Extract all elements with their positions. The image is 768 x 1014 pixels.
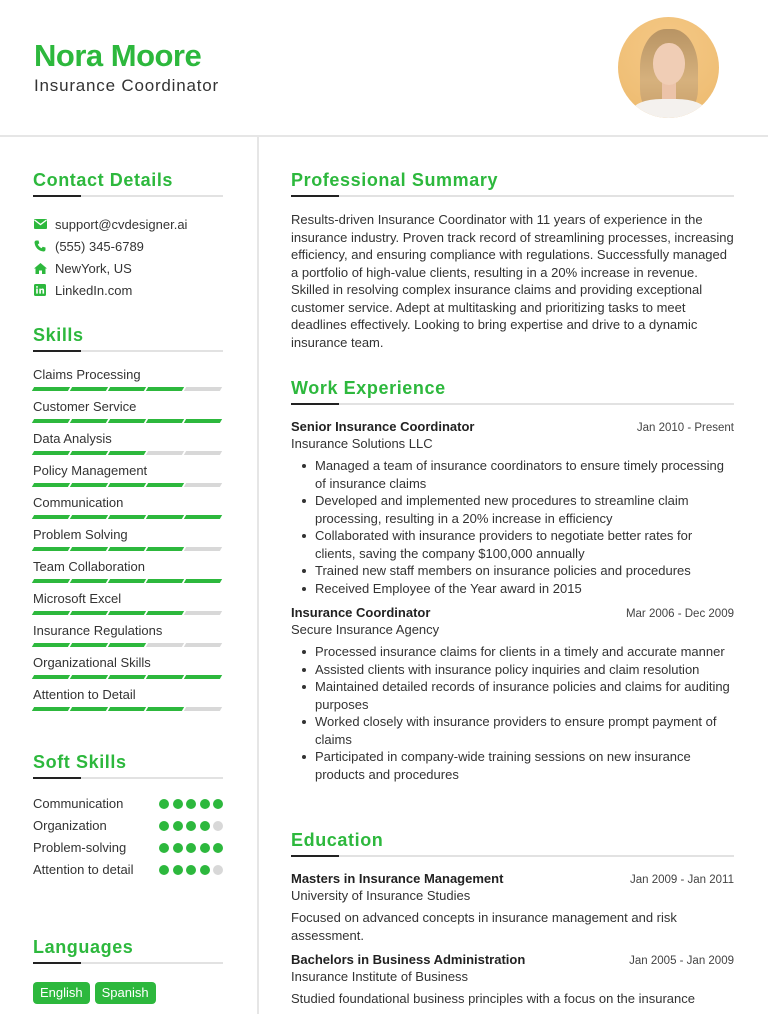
education-entry — [291, 871, 734, 944]
skill-level-bar — [33, 451, 223, 455]
soft-skills-section — [33, 752, 223, 883]
skill-segment-filled — [108, 483, 146, 487]
skill-label: Attention to Detail — [33, 687, 136, 702]
skill-segment-filled — [146, 419, 184, 423]
rating-dot-filled — [173, 865, 183, 875]
profile-photo — [618, 17, 719, 118]
skill-segment-filled — [108, 515, 146, 519]
skill-segment-filled — [108, 643, 146, 647]
job-bullet: Worked closely with insurance providers to ensure prompt payment of claims — [291, 713, 734, 748]
skill-segment-empty — [184, 451, 222, 455]
degree-title: Bachelors in Business Administration — [291, 952, 526, 967]
job-bullet: Participated in company-wide training sessions on new insurance products and procedures — [291, 748, 734, 783]
linkedin-icon — [33, 283, 47, 297]
skill-segment-filled — [108, 579, 146, 583]
column-divider — [257, 137, 259, 1014]
job-title: Senior Insurance Coordinator — [291, 419, 475, 434]
skill-segment-empty — [184, 483, 222, 487]
section-heading: Work Experience — [291, 378, 446, 398]
skill-segment-filled — [32, 387, 70, 391]
section-heading: Education — [291, 830, 384, 850]
job-bullet: Received Employee of the Year award in 2015 — [291, 580, 734, 598]
languages-section — [33, 937, 223, 1004]
soft-skill-rating — [159, 839, 223, 857]
section-underline — [33, 962, 223, 964]
job-dates: Mar 2006 - Dec 2009 — [625, 608, 734, 620]
language-badge: English — [33, 982, 90, 1004]
skill-segment-filled — [146, 483, 184, 487]
rating-dot-filled — [173, 799, 183, 809]
section-underline — [291, 855, 734, 857]
section-heading: Contact Details — [33, 170, 174, 190]
soft-skill-label: Organization — [33, 818, 107, 833]
soft-skill-item — [33, 839, 223, 857]
skill-segment-filled — [108, 547, 146, 551]
skill-item — [33, 654, 223, 686]
skill-item — [33, 462, 223, 494]
soft-skill-rating — [159, 861, 223, 879]
skill-segment-filled — [70, 579, 108, 583]
rating-dot-empty — [213, 821, 223, 831]
skill-segment-filled — [32, 675, 70, 679]
section-underline — [33, 777, 223, 779]
skill-segment-filled — [32, 483, 70, 487]
skill-label: Problem Solving — [33, 527, 128, 542]
photo-face-shape — [653, 43, 685, 85]
section-heading: Skills — [33, 325, 84, 345]
rating-dot-filled — [159, 843, 169, 853]
skill-segment-filled — [70, 547, 108, 551]
rating-dot-filled — [159, 865, 169, 875]
skill-segment-filled — [146, 547, 184, 551]
work-experience-section — [291, 378, 734, 783]
skill-level-bar — [33, 675, 223, 679]
rating-dot-filled — [213, 843, 223, 853]
job-company: Insurance Solutions LLC — [291, 436, 433, 451]
soft-skill-label: Attention to detail — [33, 862, 134, 877]
rating-dot-filled — [200, 821, 210, 831]
rating-dot-filled — [173, 843, 183, 853]
education-section — [291, 830, 734, 1008]
job-bullet: Managed a team of insurance coordinators to ensure timely processing of insurance claims — [291, 457, 734, 492]
skill-segment-filled — [108, 387, 146, 391]
skill-label: Team Collaboration — [33, 559, 146, 574]
skill-item — [33, 526, 223, 558]
skill-label: Customer Service — [33, 399, 137, 414]
skill-level-bar — [33, 579, 223, 583]
skill-segment-empty — [184, 387, 222, 391]
skill-segment-filled — [70, 515, 108, 519]
language-badge: Spanish — [95, 982, 156, 1004]
rating-dot-filled — [200, 843, 210, 853]
skill-segment-filled — [146, 387, 184, 391]
skill-segment-filled — [146, 515, 184, 519]
skill-segment-filled — [70, 707, 108, 711]
job-entry — [291, 605, 734, 783]
skill-segment-filled — [146, 707, 184, 711]
soft-skill-label: Problem-solving — [33, 840, 127, 855]
contact-linkedin[interactable] — [33, 279, 223, 301]
summary-text: Results-driven Insurance Coordinator with 11 years of experience in the insurance industry. Proven track record of streamlining processes, increasing efficiency, and ensuring compliance with regulations. Successfully managed a portfolio of high-value clients, resulting in a 20% increase in revenue. Skilled in resolving complex insurance claims and providing exceptional customer service. Adept at multitasking and prioritizing tasks to meet deadlines effectively. Looking to bring expertise and drive to a dynamic insurance team. — [291, 212, 734, 350]
skill-segment-empty — [184, 611, 222, 615]
degree-description: Focused on advanced concepts in insurance management and risk assessment. — [291, 910, 677, 943]
contact-phone[interactable] — [33, 235, 223, 257]
degrees-list — [291, 871, 734, 1008]
skill-segment-filled — [184, 675, 222, 679]
skill-segment-filled — [70, 611, 108, 615]
skill-item — [33, 430, 223, 462]
job-bullet: Maintained detailed records of insurance policies and claims for auditing purposes — [291, 678, 734, 713]
skill-segment-empty — [146, 451, 184, 455]
contact-list — [33, 213, 223, 301]
skill-segment-filled — [32, 643, 70, 647]
soft-skill-item — [33, 817, 223, 835]
section-underline — [33, 195, 223, 197]
rating-dot-filled — [200, 799, 210, 809]
soft-skill-rating — [159, 817, 223, 835]
skill-label: Organizational Skills — [33, 655, 151, 670]
job-bullets — [291, 643, 734, 783]
job-bullet: Collaborated with insurance providers to negotiate better rates for clients, saving the company $100,000 annually — [291, 527, 734, 562]
skill-segment-filled — [108, 707, 146, 711]
skill-segment-filled — [184, 515, 222, 519]
section-underline — [291, 403, 734, 405]
contact-email-text: support@cvdesigner.ai — [55, 216, 188, 232]
degree-description: Studied foundational business principles with a focus on the insurance — [291, 991, 695, 1006]
skill-label: Data Analysis — [33, 431, 112, 446]
skill-segment-filled — [70, 483, 108, 487]
skill-item — [33, 366, 223, 398]
degree-dates: Jan 2005 - Jan 2009 — [629, 955, 734, 967]
skill-segment-filled — [32, 451, 70, 455]
skill-segment-filled — [184, 419, 222, 423]
skill-level-bar — [33, 387, 223, 391]
skill-segment-empty — [184, 707, 222, 711]
rating-dot-filled — [213, 799, 223, 809]
photo-shirt-shape — [632, 99, 706, 118]
rating-dot-filled — [186, 843, 196, 853]
languages-list — [33, 982, 223, 1004]
resume-header — [0, 0, 768, 137]
skill-level-bar — [33, 707, 223, 711]
skill-segment-filled — [108, 675, 146, 679]
skill-label: Policy Management — [33, 463, 148, 478]
candidate-name: Nora Moore — [34, 38, 202, 73]
skill-segment-filled — [70, 419, 108, 423]
job-title: Insurance Coordinator — [291, 605, 431, 620]
soft-skill-item — [33, 861, 223, 879]
skill-segment-filled — [70, 675, 108, 679]
envelope-icon — [33, 217, 47, 231]
education-entry — [291, 952, 734, 1008]
school-name: University of Insurance Studies — [291, 888, 471, 903]
degree-title: Masters in Insurance Management — [291, 871, 504, 886]
skill-level-bar — [33, 611, 223, 615]
candidate-title: Insurance Coordinator — [34, 76, 220, 95]
skill-segment-empty — [146, 643, 184, 647]
contact-section — [33, 170, 223, 301]
skill-segment-filled — [146, 611, 184, 615]
job-entry — [291, 419, 734, 597]
soft-skills-list — [33, 795, 223, 879]
rating-dot-filled — [200, 865, 210, 875]
skill-segment-filled — [70, 451, 108, 455]
skills-section — [33, 325, 223, 718]
skill-segment-filled — [146, 579, 184, 583]
skill-item — [33, 398, 223, 430]
contact-email[interactable] — [33, 213, 223, 235]
section-heading: Professional Summary — [291, 170, 499, 190]
skill-segment-empty — [184, 643, 222, 647]
rating-dot-filled — [159, 821, 169, 831]
contact-location — [33, 257, 223, 279]
skill-level-bar — [33, 547, 223, 551]
job-bullet: Developed and implemented new procedures to streamline claim processing, resulting in a 20% increase in efficiency — [291, 492, 734, 527]
contact-phone-text: (555) 345-6789 — [55, 238, 144, 254]
skill-segment-filled — [32, 579, 70, 583]
skill-segment-filled — [32, 515, 70, 519]
skill-item — [33, 686, 223, 718]
skill-level-bar — [33, 643, 223, 647]
phone-icon — [33, 239, 47, 253]
rating-dot-filled — [186, 799, 196, 809]
section-heading: Soft Skills — [33, 752, 127, 772]
section-heading: Languages — [33, 937, 134, 957]
skills-list — [33, 366, 223, 718]
job-header — [291, 419, 734, 434]
job-company: Secure Insurance Agency — [291, 622, 440, 637]
skill-segment-filled — [70, 643, 108, 647]
rating-dot-filled — [173, 821, 183, 831]
skill-segment-filled — [146, 675, 184, 679]
job-bullet: Assisted clients with insurance policy inquiries and claim resolution — [291, 661, 734, 679]
education-header — [291, 952, 734, 967]
contact-linkedin-text: LinkedIn.com — [55, 282, 133, 298]
skill-segment-filled — [108, 611, 146, 615]
section-underline — [291, 195, 734, 197]
skill-label: Claims Processing — [33, 367, 141, 382]
skill-segment-filled — [32, 547, 70, 551]
school-name: Insurance Institute of Business — [291, 969, 469, 984]
skill-item — [33, 558, 223, 590]
skill-segment-empty — [184, 547, 222, 551]
soft-skill-rating — [159, 795, 223, 813]
skill-item — [33, 622, 223, 654]
job-bullet: Processed insurance claims for clients in a timely and accurate manner — [291, 643, 734, 661]
education-header — [291, 871, 734, 886]
rating-dot-filled — [186, 865, 196, 875]
home-icon — [33, 261, 47, 275]
skill-level-bar — [33, 483, 223, 487]
job-bullets — [291, 457, 734, 597]
soft-skill-item — [33, 795, 223, 813]
job-bullet: Trained new staff members on insurance policies and procedures — [291, 562, 734, 580]
skill-level-bar — [33, 419, 223, 423]
contact-location-text: NewYork, US — [55, 260, 132, 276]
skill-segment-filled — [184, 579, 222, 583]
rating-dot-filled — [159, 799, 169, 809]
rating-dot-empty — [213, 865, 223, 875]
skill-segment-filled — [108, 451, 146, 455]
skill-item — [33, 494, 223, 526]
skill-segment-filled — [108, 419, 146, 423]
rating-dot-filled — [186, 821, 196, 831]
job-header — [291, 605, 734, 620]
degree-dates: Jan 2009 - Jan 2011 — [629, 874, 734, 886]
skill-segment-filled — [70, 387, 108, 391]
skill-segment-filled — [32, 419, 70, 423]
jobs-list — [291, 419, 734, 783]
skill-segment-filled — [32, 707, 70, 711]
soft-skill-label: Communication — [33, 796, 124, 811]
skill-segment-filled — [32, 611, 70, 615]
summary-section — [291, 170, 734, 351]
job-dates: Jan 2010 - Present — [636, 422, 734, 434]
skill-level-bar — [33, 515, 223, 519]
skill-item — [33, 590, 223, 622]
section-underline — [33, 350, 223, 352]
skill-label: Communication — [33, 495, 124, 510]
skill-label: Microsoft Excel — [33, 591, 122, 606]
skill-label: Insurance Regulations — [33, 623, 163, 638]
